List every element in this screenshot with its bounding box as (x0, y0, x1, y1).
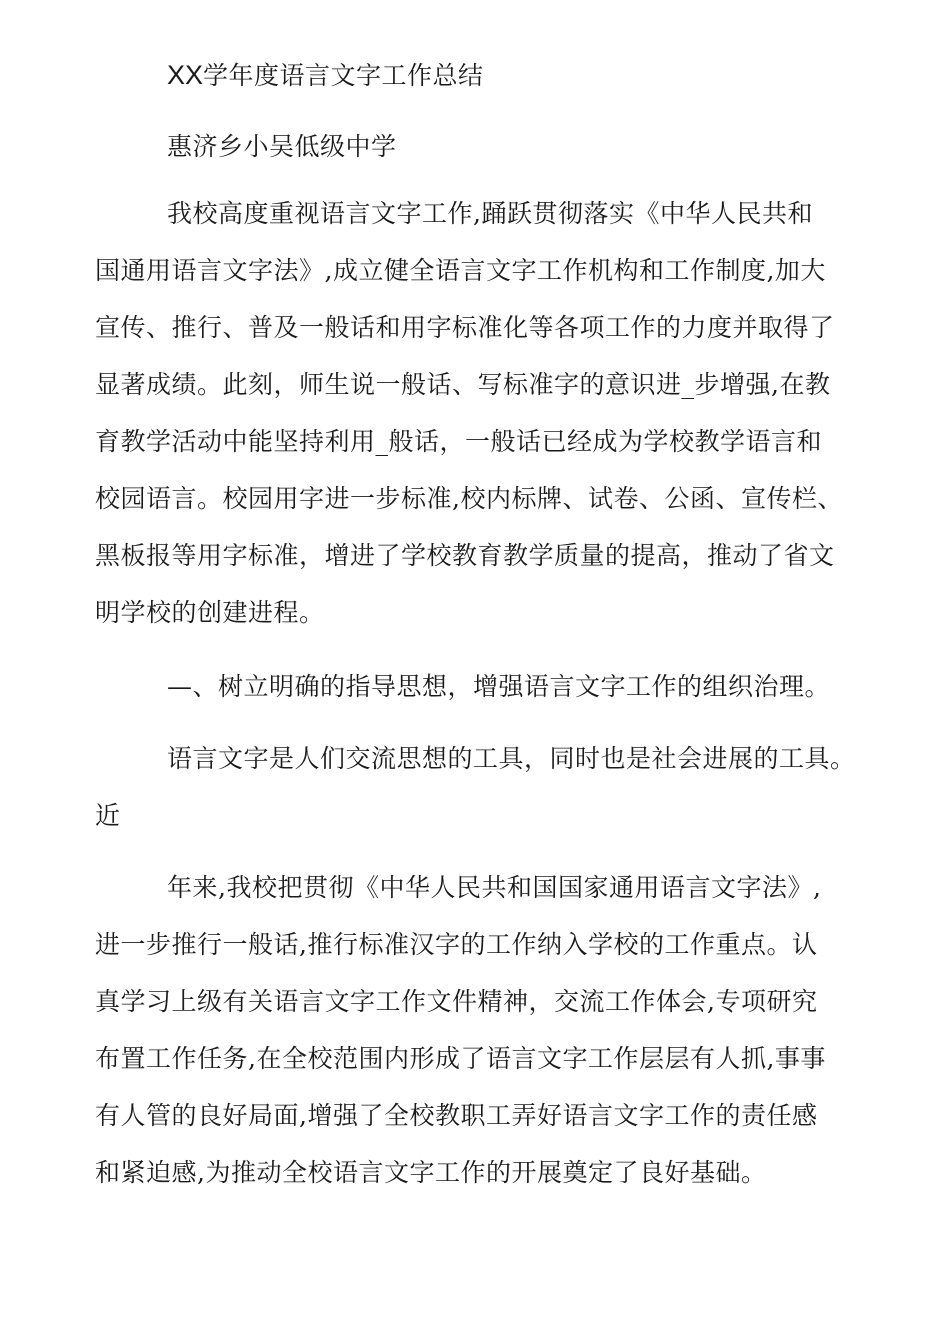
intro-line: 国通用语言文字法》,成立健全语言文字工作机构和工作制度,加大 (95, 256, 826, 285)
intro-line: 育教学活动中能坚持利用_般话，一般话已经成为学校教学语言和 (95, 427, 823, 456)
section-heading: —、树立明确的指导思想，增强语言文字工作的组织治理。 (167, 672, 831, 701)
intro-line: 我校高度重视语言文字工作,踊跃贯彻落实《中华人民共和 (167, 199, 813, 228)
document-title (167, 60, 484, 91)
intro-line: 宣传、推行、普及一般话和用字标准化等各项工作的力度并取得了 (95, 313, 835, 342)
paragraph-line: 有人管的良好局面,增强了全校教职工弄好语言文字工作的责任感 (95, 1101, 818, 1130)
school-name: 惠济乡小吴低级中学 (167, 132, 397, 161)
paragraph-line: 年来,我校把贯彻《中华人民共和国国家通用语言文字法》, (167, 873, 822, 902)
title-main: 学年度语言文字工作总结 (203, 61, 484, 90)
title-prefix: XX (167, 60, 204, 90)
paragraph-line: 进一步推行一般话,推行标准汉字的工作纳入学校的工作重点。认 (95, 930, 818, 959)
paragraph-line: 近 (95, 801, 121, 830)
intro-line: 校园语言。校园用字进一步标准,校内标牌、试卷、公函、宣传栏、 (95, 484, 843, 513)
paragraph-line: 布置工作任务,在全校范围内形成了语言文字工作层层有人抓,事事 (95, 1044, 826, 1073)
paragraph-line: 和紧迫感,为推动全校语言文字工作的开展奠定了良好基础。 (95, 1158, 767, 1187)
intro-line: 显著成绩。此刻，师生说一般话、写标准字的意识进_步增强,在教 (95, 370, 831, 399)
intro-line: 黑板报等用字标准，增进了学校教育教学质量的提高，推动了省文 (95, 541, 835, 570)
intro-line: 明学校的创建进程。 (95, 598, 325, 627)
paragraph-line: 真学习上级有关语言文字工作文件精神，交流工作体会,专项研究 (95, 987, 818, 1016)
paragraph-line: 语言文字是人们交流思想的工具，同时也是社会进展的工具。 (167, 744, 856, 773)
